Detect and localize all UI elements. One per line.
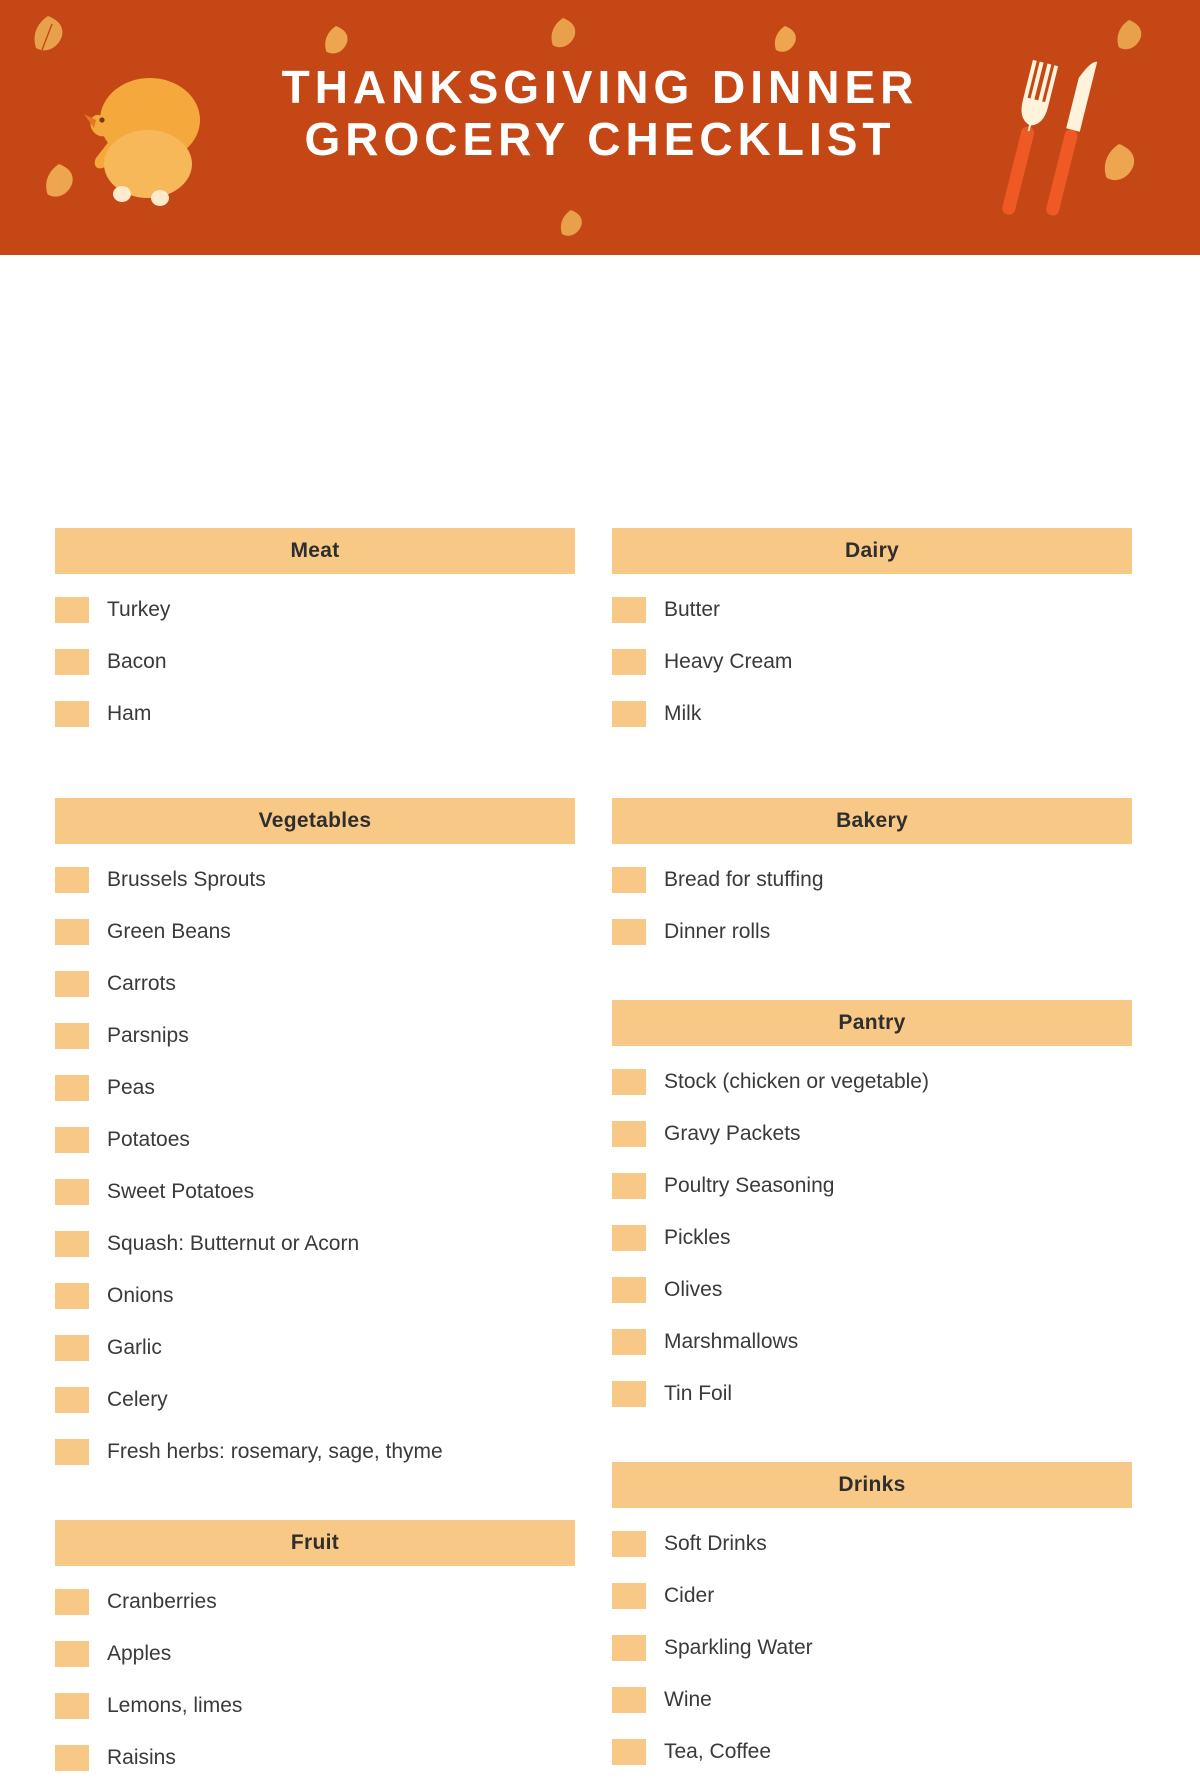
list-item-label: Butter <box>664 598 721 621</box>
list-item-label: Tea, Coffee <box>664 1740 772 1763</box>
checkbox-icon[interactable] <box>55 867 89 893</box>
list-item[interactable] <box>612 1160 1132 1212</box>
left-column <box>55 528 575 1784</box>
checkbox-icon[interactable] <box>55 919 89 945</box>
checkbox-icon[interactable] <box>612 919 646 945</box>
list-item-label: Marshmallows <box>664 1330 799 1353</box>
checkbox-icon[interactable] <box>55 1745 89 1771</box>
list-item[interactable] <box>55 906 575 958</box>
page-title-line-1: THANKSGIVING DINNER <box>281 61 919 113</box>
checkbox-icon[interactable] <box>55 1127 89 1153</box>
list-item[interactable] <box>612 1108 1132 1160</box>
list-item[interactable] <box>612 1674 1132 1726</box>
section-title-meat: Meat <box>55 528 575 574</box>
section-items-fruit <box>55 1566 575 1784</box>
page-title-line-2: GROCERY CHECKLIST <box>304 112 896 165</box>
list-item-label: Bacon <box>107 650 167 673</box>
checkbox-icon[interactable] <box>612 1277 646 1303</box>
right-column <box>612 528 1132 1778</box>
checkbox-icon[interactable] <box>55 1335 89 1361</box>
checkbox-icon[interactable] <box>612 1583 646 1609</box>
section-title-dairy: Dairy <box>612 528 1132 574</box>
checkbox-icon[interactable] <box>612 1381 646 1407</box>
list-item[interactable] <box>55 958 575 1010</box>
checkbox-icon[interactable] <box>612 1531 646 1557</box>
checkbox-icon[interactable] <box>612 1739 646 1765</box>
checkbox-icon[interactable] <box>55 1641 89 1667</box>
list-item-label: Dinner rolls <box>664 920 771 943</box>
list-item[interactable] <box>612 854 1132 906</box>
list-item[interactable] <box>612 688 1132 740</box>
section-title-fruit: Fruit <box>55 1520 575 1566</box>
list-item[interactable] <box>612 1622 1132 1674</box>
list-item[interactable] <box>55 1628 575 1680</box>
list-item[interactable] <box>55 1270 575 1322</box>
list-item[interactable] <box>612 906 1132 958</box>
checkbox-icon[interactable] <box>612 1069 646 1095</box>
list-item[interactable] <box>55 1374 575 1426</box>
list-item-label: Lemons, limes <box>107 1694 243 1717</box>
checkbox-icon[interactable] <box>612 1173 646 1199</box>
list-item-label: Olives <box>664 1278 723 1301</box>
section-items-drinks <box>612 1508 1132 1778</box>
section-items-meat <box>55 574 575 740</box>
section-title-bakery: Bakery <box>612 798 1132 844</box>
list-item[interactable] <box>612 1368 1132 1420</box>
checkbox-icon[interactable] <box>55 1387 89 1413</box>
checkbox-icon[interactable] <box>55 1075 89 1101</box>
section-fruit <box>55 1520 575 1784</box>
list-item[interactable] <box>55 1680 575 1732</box>
section-title-vegetables: Vegetables <box>55 798 575 844</box>
list-item-label: Tin Foil <box>664 1382 733 1405</box>
checkbox-icon[interactable] <box>612 649 646 675</box>
checkbox-icon[interactable] <box>55 597 89 623</box>
list-item-label: Stock (chicken or vegetable) <box>664 1070 929 1093</box>
list-item-label: Brussels Sprouts <box>107 868 266 891</box>
list-item[interactable] <box>612 1316 1132 1368</box>
section-meat <box>55 528 575 740</box>
list-item-label: Carrots <box>107 972 176 995</box>
checkbox-icon[interactable] <box>612 1225 646 1251</box>
checkbox-icon[interactable] <box>612 1635 646 1661</box>
list-item[interactable] <box>612 636 1132 688</box>
section-dairy <box>612 528 1132 740</box>
list-item[interactable] <box>55 1166 575 1218</box>
checkbox-icon[interactable] <box>55 701 89 727</box>
list-item[interactable] <box>55 688 575 740</box>
leaf-icon <box>770 22 800 60</box>
list-item-label: Heavy Cream <box>664 650 793 673</box>
list-item-label: Poultry Seasoning <box>664 1174 835 1197</box>
section-bakery <box>612 798 1132 958</box>
list-item-label: Celery <box>107 1388 168 1411</box>
spacer <box>612 1420 1132 1462</box>
section-vegetables <box>55 798 575 1478</box>
list-item[interactable] <box>612 584 1132 636</box>
checkbox-icon[interactable] <box>612 1329 646 1355</box>
section-title-drinks: Drinks <box>612 1462 1132 1508</box>
checkbox-icon[interactable] <box>55 1283 89 1309</box>
list-item[interactable] <box>612 1518 1132 1570</box>
checkbox-icon[interactable] <box>612 701 646 727</box>
list-item[interactable] <box>55 636 575 688</box>
list-item[interactable] <box>55 1426 575 1478</box>
checkbox-icon[interactable] <box>55 1589 89 1615</box>
spacer <box>55 1478 575 1520</box>
list-item-label: Milk <box>664 702 702 725</box>
list-item-label: Garlic <box>107 1336 162 1359</box>
leaf-icon <box>546 14 580 56</box>
list-item-label: Cranberries <box>107 1590 217 1613</box>
leaf-icon <box>556 206 586 244</box>
list-item-label: Pickles <box>664 1226 731 1249</box>
page-header <box>0 0 1200 255</box>
list-item-label: Wine <box>664 1688 712 1711</box>
checkbox-icon[interactable] <box>612 1687 646 1713</box>
list-item-label: Squash: Butternut or Acorn <box>107 1232 360 1255</box>
section-items-pantry <box>612 1046 1132 1420</box>
list-item-label: Apples <box>107 1642 172 1665</box>
checkbox-icon[interactable] <box>55 1231 89 1257</box>
list-item-label: Potatoes <box>107 1128 190 1151</box>
checkbox-icon[interactable] <box>55 1023 89 1049</box>
list-item[interactable] <box>55 1114 575 1166</box>
leaf-icon <box>320 22 352 62</box>
checkbox-icon[interactable] <box>612 597 646 623</box>
list-item[interactable] <box>55 1576 575 1628</box>
section-items-vegetables <box>55 844 575 1478</box>
section-items-dairy <box>612 574 1132 740</box>
list-item[interactable] <box>612 1570 1132 1622</box>
list-item[interactable] <box>612 1726 1132 1778</box>
spacer <box>612 958 1132 1000</box>
list-item-label: Raisins <box>107 1746 176 1769</box>
list-item-label: Soft Drinks <box>664 1532 767 1555</box>
section-title-pantry: Pantry <box>612 1000 1132 1046</box>
checkbox-icon[interactable] <box>612 867 646 893</box>
checkbox-icon[interactable] <box>55 1693 89 1719</box>
list-item[interactable] <box>55 1732 575 1784</box>
list-item[interactable] <box>55 1322 575 1374</box>
list-item[interactable] <box>55 584 575 636</box>
checkbox-icon[interactable] <box>55 1179 89 1205</box>
list-item-label: Cider <box>664 1584 715 1607</box>
list-item-label: Ham <box>107 702 152 725</box>
list-item[interactable] <box>55 854 575 906</box>
list-item-label: Gravy Packets <box>664 1122 801 1145</box>
list-item-label: Fresh herbs: rosemary, sage, thyme <box>107 1440 443 1463</box>
section-items-bakery <box>612 844 1132 958</box>
list-item-label: Onions <box>107 1284 174 1307</box>
list-item[interactable] <box>55 1062 575 1114</box>
checkbox-icon[interactable] <box>55 1439 89 1465</box>
list-item-label: Turkey <box>107 598 171 621</box>
list-item[interactable] <box>55 1218 575 1270</box>
section-drinks <box>612 1462 1132 1778</box>
list-item[interactable] <box>55 1010 575 1062</box>
list-item-label: Sweet Potatoes <box>107 1180 255 1203</box>
page-title <box>0 62 1200 165</box>
leaf-icon <box>28 14 68 58</box>
list-item-label: Green Beans <box>107 920 231 943</box>
checkbox-icon[interactable] <box>55 971 89 997</box>
checkbox-icon[interactable] <box>612 1121 646 1147</box>
list-item-label: Parsnips <box>107 1024 189 1047</box>
list-item[interactable] <box>612 1056 1132 1108</box>
list-item-label: Bread for stuffing <box>664 868 824 891</box>
section-pantry <box>612 1000 1132 1420</box>
spacer <box>612 740 1132 798</box>
spacer <box>55 740 575 798</box>
list-item[interactable] <box>612 1264 1132 1316</box>
checkbox-icon[interactable] <box>55 649 89 675</box>
list-item[interactable] <box>612 1212 1132 1264</box>
list-item-label: Peas <box>107 1076 155 1099</box>
list-item-label: Sparkling Water <box>664 1636 813 1659</box>
